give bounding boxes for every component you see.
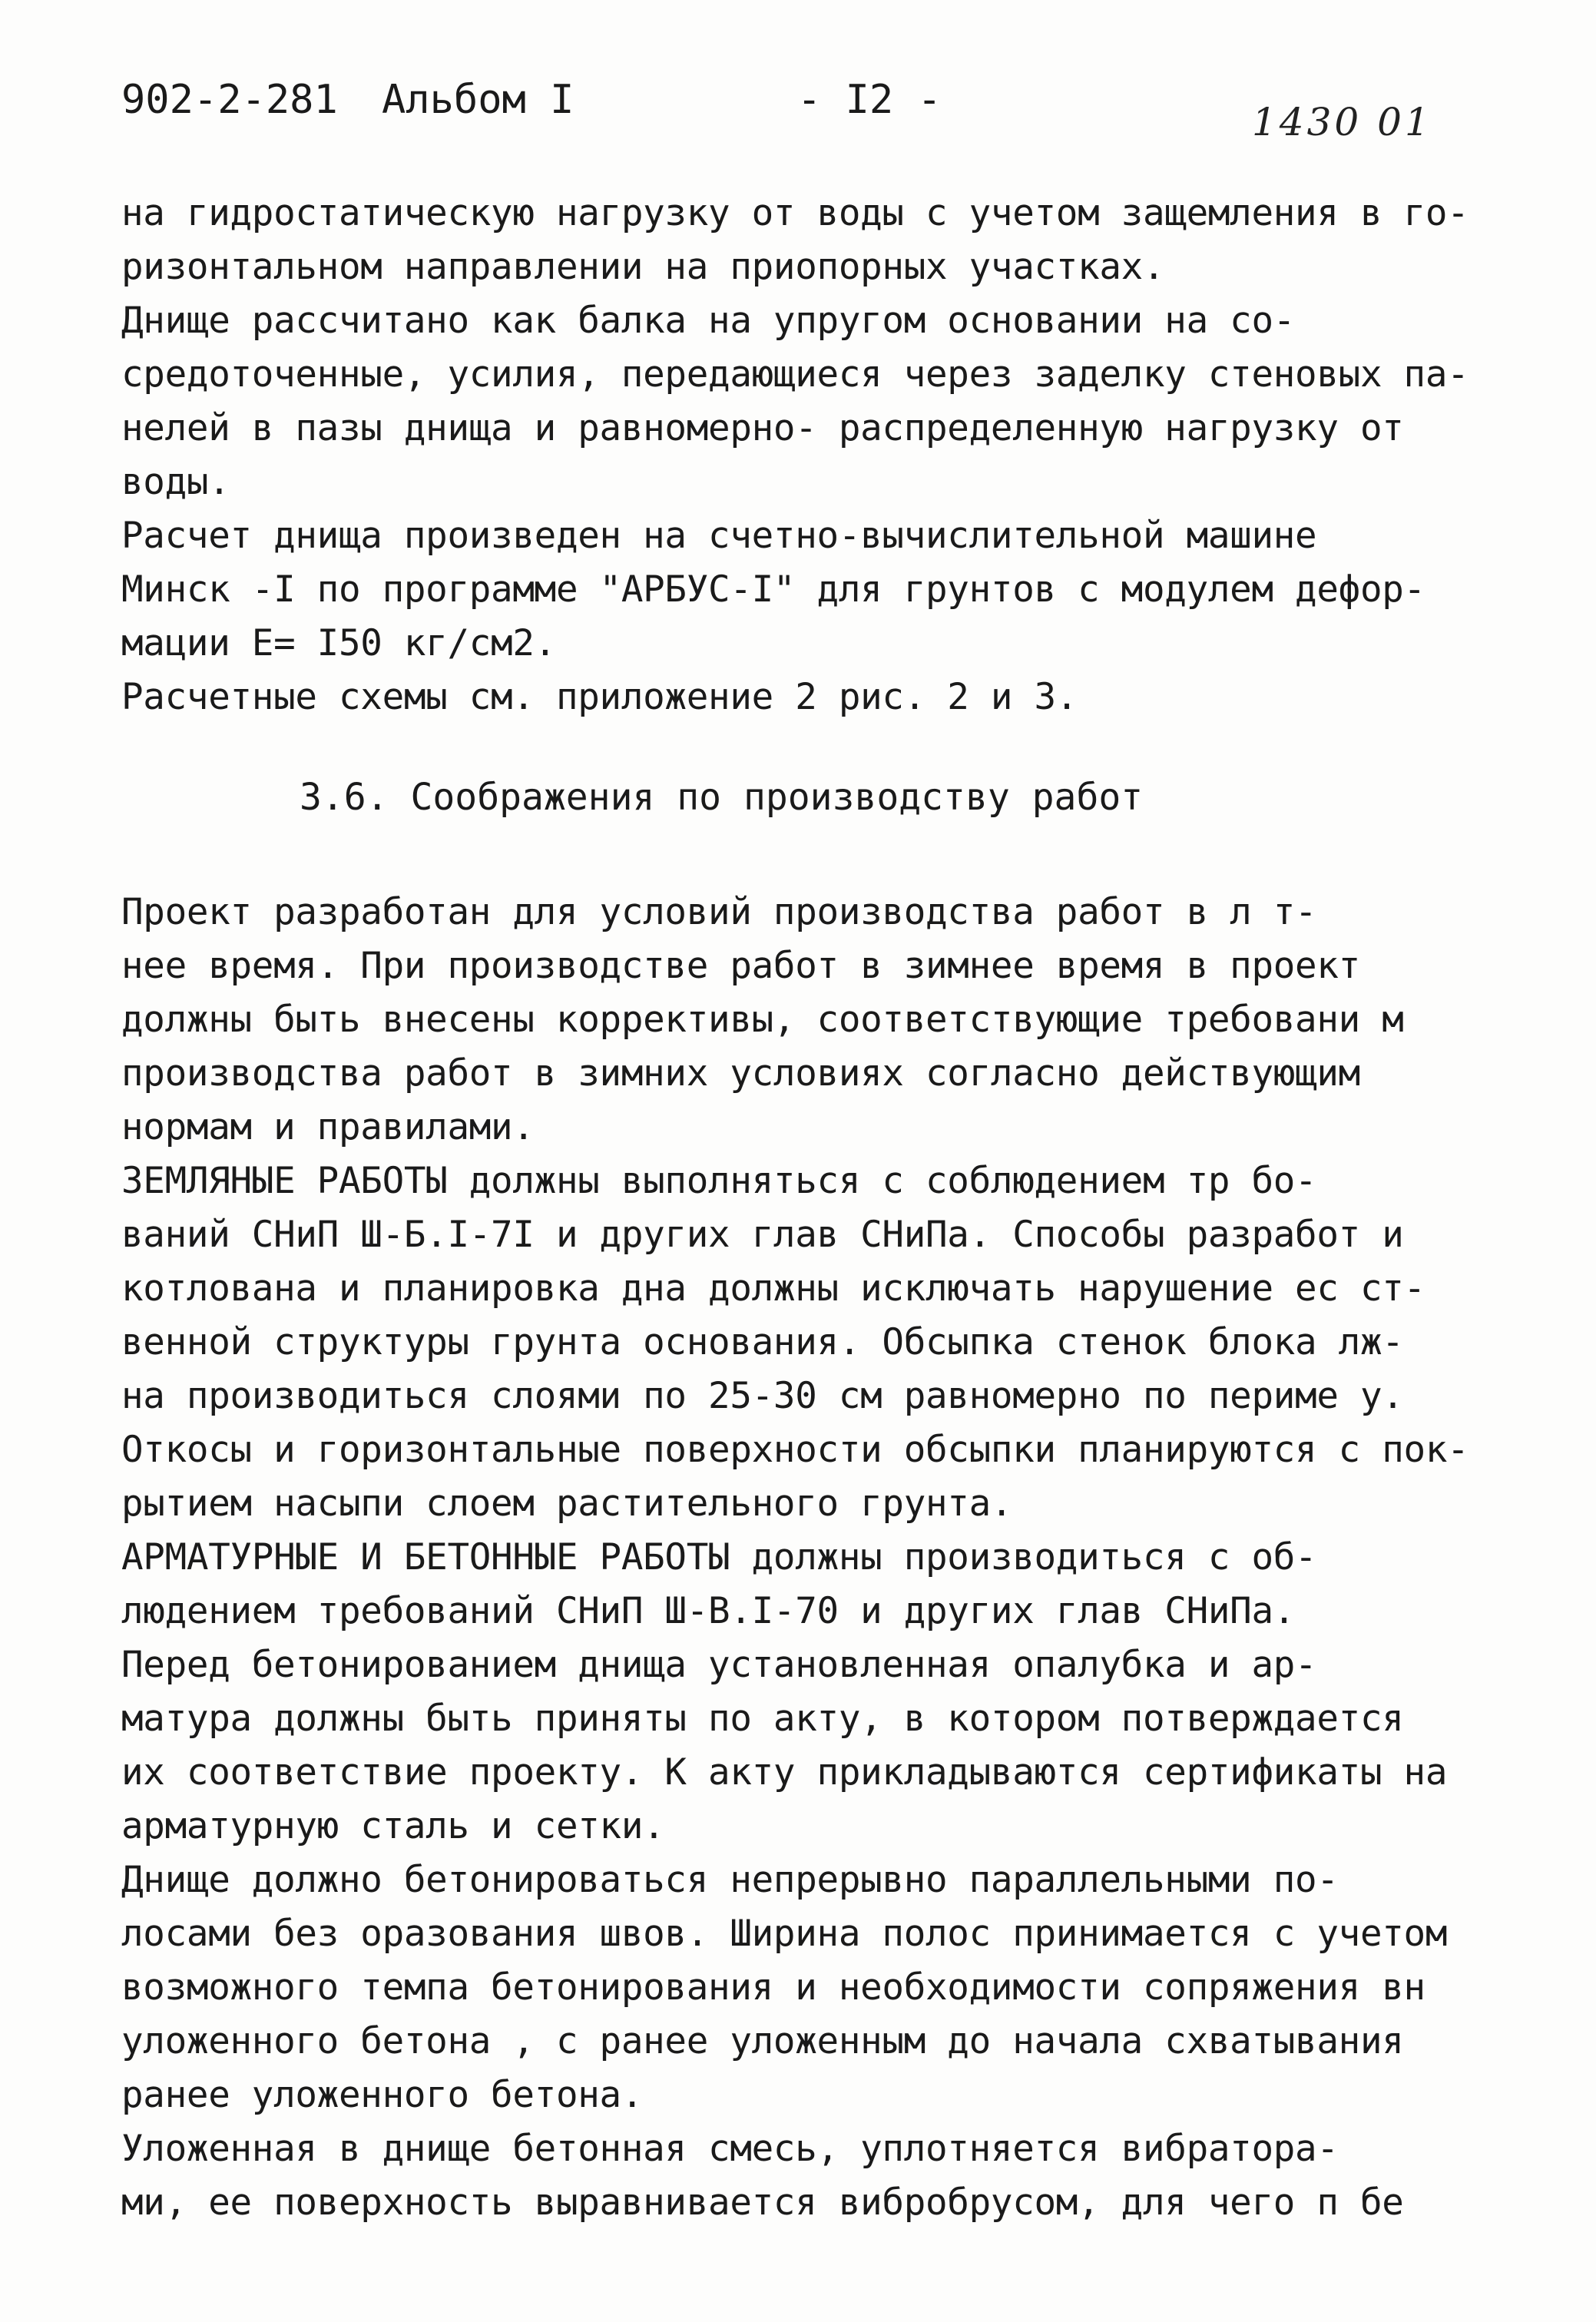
text-line: Уложенная в днище бетонная смесь, уплотняется вибратора- xyxy=(121,2128,1339,2170)
text-line: на производиться слоями по 25-30 см равномерно по периме у. xyxy=(121,1375,1404,1417)
text-line: ваний СНиП Ш-Б.I-7I и других глав СНиПа. Способы разработ и xyxy=(121,1214,1404,1256)
text-line: Проект разработан для условий производства работ в л т- xyxy=(121,891,1317,933)
text-line: их соответствие проекту. К акту прикладываются сертификаты на xyxy=(121,1751,1448,1794)
text-line: Перед бетонированием днища установленная опалубка и ар- xyxy=(121,1644,1317,1686)
text-line: Днище рассчитано как балка на упругом основании на со- xyxy=(121,300,1296,342)
text-line: венной структуры грунта основания. Обсыпка стенок блока лж- xyxy=(121,1321,1404,1363)
text-line: Расчетные схемы см. приложение 2 рис. 2 и 3. xyxy=(121,676,1078,718)
album-label: Альбом I xyxy=(382,77,574,123)
text-line: ми, ее поверхность выравнивается вибробрусом, для чего п бе xyxy=(121,2181,1404,2224)
text-line: Днище должно бетонироваться непрерывно параллельными по- xyxy=(121,1859,1339,1901)
text-line: матура должны быть приняты по акту, в котором потверждается xyxy=(121,1698,1404,1740)
text-line: Расчет днища произведен на счетно-вычислительной машине xyxy=(121,515,1317,557)
text-line: воды. xyxy=(121,461,230,503)
text-line: мации Е= I50 кг/см2. xyxy=(121,622,556,664)
text-line: лосами без оразования швов. Ширина полос принимается с учетом xyxy=(121,1913,1448,1955)
text-line: возможного темпа бетонирования и необходимости сопряжения вн xyxy=(121,1966,1425,2009)
text-line: нее время. При производстве работ в зимнее время в проект xyxy=(121,945,1360,987)
text-line: людением требований СНиП Ш-В.I-70 и других глав СНиПа. xyxy=(121,1590,1296,1632)
text-line: ранее уложенного бетона. xyxy=(121,2074,644,2116)
text-line: ЗЕМЛЯНЫЕ РАБОТЫ должны выполняться с соблюдением тр бо- xyxy=(121,1160,1317,1202)
text-line: арматурную сталь и сетки. xyxy=(121,1805,665,1847)
document-code: 902-2-281 xyxy=(121,77,338,123)
text-line: должны быть внесены коррективы, соответствующие требовани м xyxy=(121,999,1404,1041)
page-number: - I2 - xyxy=(797,77,942,123)
text-line: средоточенные, усилия, передающиеся через заделку стеновых па- xyxy=(121,353,1469,396)
text-line: Откосы и горизонтальные поверхности обсыпки планируются с пок- xyxy=(121,1429,1469,1471)
text-line: производства работ в зимних условиях согласно действующим xyxy=(121,1052,1360,1095)
text-line: котлована и планировка дна должны исключать нарушение ес ст- xyxy=(121,1267,1425,1310)
text-line: ризонтальном направлении на приопорных участках. xyxy=(121,246,1165,288)
text-line: уложенного бетона , с ранее уложенным до начала схватывания xyxy=(121,2020,1404,2062)
text-line: Минск -I по программе "АРБУС-I" для грунтов с модулем дефор- xyxy=(121,568,1425,611)
text-line: нелей в пазы днища и равномерно- распределенную нагрузку от xyxy=(121,407,1404,449)
text-line: на гидростатическую нагрузку от воды с учетом защемления в го- xyxy=(121,192,1469,234)
handwritten-stamp: 1430 01 xyxy=(1252,100,1432,144)
text-line: нормам и правилами. xyxy=(121,1106,535,1148)
text-line: АРМАТУРНЫЕ И БЕТОННЫЕ РАБОТЫ должны производиться с об- xyxy=(121,1536,1317,1578)
section-heading: 3.6. Соображения по производству работ xyxy=(300,776,1144,819)
text-line: рытием насыпи слоем растительного грунта. xyxy=(121,1482,1013,1525)
